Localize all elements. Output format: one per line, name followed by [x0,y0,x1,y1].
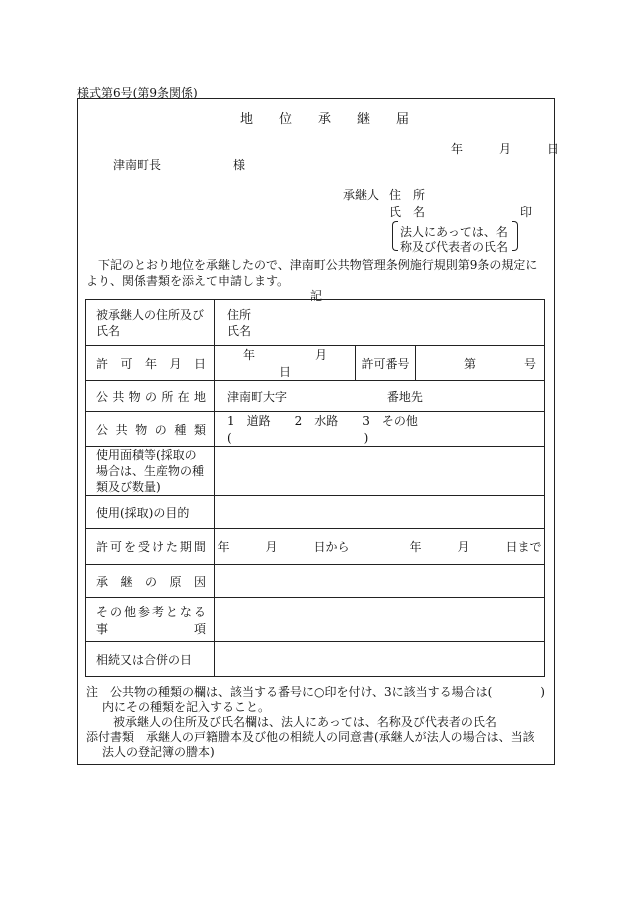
applicant-label: 承継人 [343,188,380,202]
permit-number-label: 許可番号 [356,346,416,381]
period-label-cell [86,529,215,565]
reason-label-cell [86,565,215,598]
area-label-line3: 類及び数量) [96,480,161,494]
application-table [85,299,545,677]
permit-date-value: 年 月 日 [215,346,356,381]
location-label: 公 共 物 の 所 在 地 [96,389,206,404]
table-row [86,447,545,496]
location-value-cell [215,381,545,412]
location-lot: 番地先 [386,389,423,404]
name-label: 氏 名 [389,205,426,219]
predecessor-value-cell [215,300,545,346]
table-row [86,529,545,565]
predecessor-name-label: 氏名 [227,323,252,338]
document-title: 地 位 承 継 届 [240,112,410,127]
area-label-line1: 使用面積等(採取の [96,448,197,462]
area-value-cell [215,447,545,496]
kind-label: 公 共 物 の 種 類 [96,422,206,437]
inherit-value-cell [215,642,545,677]
ki-marker: 記 [310,289,323,303]
reason-value-cell [215,565,545,598]
permit-number-go: 号 [524,356,537,371]
predecessor-label-line1: 被承継人の住所及び [96,307,205,322]
other-label-line1: そ の 他 参 考 と な る [96,604,206,619]
inherit-label: 相続又は合併の日 [86,642,215,677]
permit-date-label: 許 可 年 月 日 [96,356,206,371]
seal-mark: 印 [520,205,533,219]
predecessor-label-line2: 氏名 [96,323,121,338]
permit-number-value-cell [416,346,545,381]
form-number: 様式第6号(第9条関係) [77,86,198,100]
body-text-line2: より、関係書類を添えて申請します。 [86,274,290,288]
note1-line1: 注 公共物の種類の欄は、該当する番号に○印を付け、3に該当する場合は( ) [86,685,545,699]
corporate-note-line1: 法人にあっては、名 [400,225,508,239]
table-row [86,565,545,598]
permit-number-dai: 第 [464,356,477,371]
location-label-cell [86,381,215,412]
location-town: 津南町大字 [227,389,288,404]
other-label-cell [86,598,215,642]
table-row [86,412,545,447]
address-label: 住 所 [389,188,426,202]
period-label: 許 可 を 受 け た 期 間 [96,540,206,554]
table-row [86,642,545,677]
attachments-line2: 法人の登記簿の謄本) [102,745,215,759]
attachments-line1: 添付書類 承継人の戸籍謄本及び他の相続人の同意書(承継人が法人の場合は、当該 [86,730,535,744]
purpose-label: 使用(採取)の目的 [86,496,215,529]
area-label-cell [86,447,215,496]
note1-line2: 内にその種類を記入すること。 [102,700,271,714]
table-row [86,346,545,381]
kind-options: 1 道路 2 水路 3 その他( ) [215,412,545,447]
table-row [86,381,545,412]
corporate-note-line2: 称及び代表者の氏名 [400,240,509,254]
other-label-line2 [96,620,214,637]
purpose-value-cell [215,496,545,529]
other-value-cell [215,598,545,642]
other-label-ji: 事 [96,621,109,636]
predecessor-label-cell [86,300,215,346]
other-label-kou: 項 [193,621,206,636]
kind-label-cell [86,412,215,447]
predecessor-address-label: 住所 [227,307,252,322]
addressee: 津南町長 様 [113,158,246,172]
table-row [86,300,545,346]
permit-date-label-cell [86,346,215,381]
table-row [86,496,545,529]
body-text-line1: 下記のとおり地位を承継したので、津南町公共物管理条例施行規則第9条の規定に [86,258,538,272]
table-row [86,598,545,642]
date-field: 年 月 日 [451,142,560,156]
note2: 被承継人の住所及び氏名欄は、法人にあっては、名称及び代表者の氏名 [113,715,497,729]
reason-label: 承 継 の 原 因 [96,574,206,589]
area-label-line2: 場合は、生産物の種 [96,464,205,478]
period-value: 年 月 日から 年 月 日まで [215,529,545,565]
